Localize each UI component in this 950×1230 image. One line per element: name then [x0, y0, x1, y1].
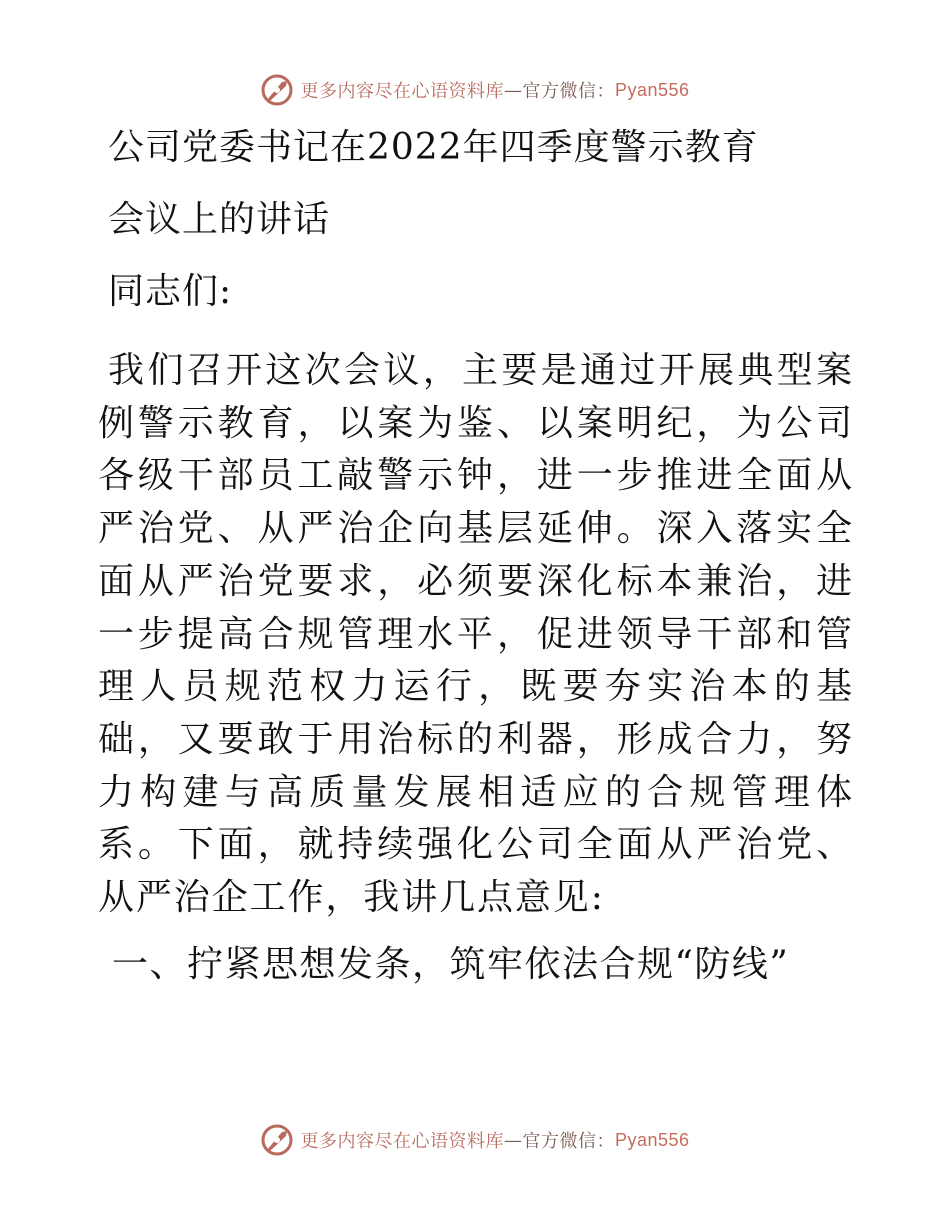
quill-pen-circle-icon: [260, 73, 294, 107]
document-paragraph-1: 我们召开这次会议，主要是通过开展典型案例警示教育，以案为鉴、以案明纪，为公司各级干部员工敲警示钟，进一步推进全面从严治党、从严治企向基层延伸。深入落实全面从严治党要求，必须要深化标本兼治，进一步提高合规管理水平，促进领导干部和管理人员规范权力运行，既要夯实治本的基础，又要敢于用治标的利器，形成合力，努力构建与高质量发展相适应的合规管理体系。下面，就持续强化公司全面从严治党、从严治企工作，我讲几点意见:: [98, 350, 854, 919]
document-title-line-2: 会议上的讲话: [108, 199, 331, 240]
section-heading-1: 一、拧紧思想发条，筑牢依法合规“防线”: [112, 944, 790, 985]
watermark-sub-text: 官方微信：: [522, 1131, 615, 1152]
watermark-wechat-id: Pyan556: [614, 79, 690, 100]
watermark-banner-top: [0, 70, 950, 110]
watermark-main-text: 更多内容尽在心语资料库: [300, 81, 504, 102]
watermark-sub-text: 官方微信：: [522, 81, 615, 102]
watermark-separator: —: [503, 79, 523, 101]
quill-pen-circle-icon: [260, 1123, 294, 1157]
watermark-separator: —: [503, 1129, 523, 1151]
watermark-wechat-id: Pyan556: [614, 1129, 690, 1150]
watermark-main-text: 更多内容尽在心语资料库: [300, 1131, 504, 1152]
document-greeting: 同志们:: [108, 271, 233, 312]
document-title-line-1: 公司党委书记在2022年四季度警示教育: [108, 127, 759, 168]
watermark-banner-bottom: [0, 1120, 950, 1160]
